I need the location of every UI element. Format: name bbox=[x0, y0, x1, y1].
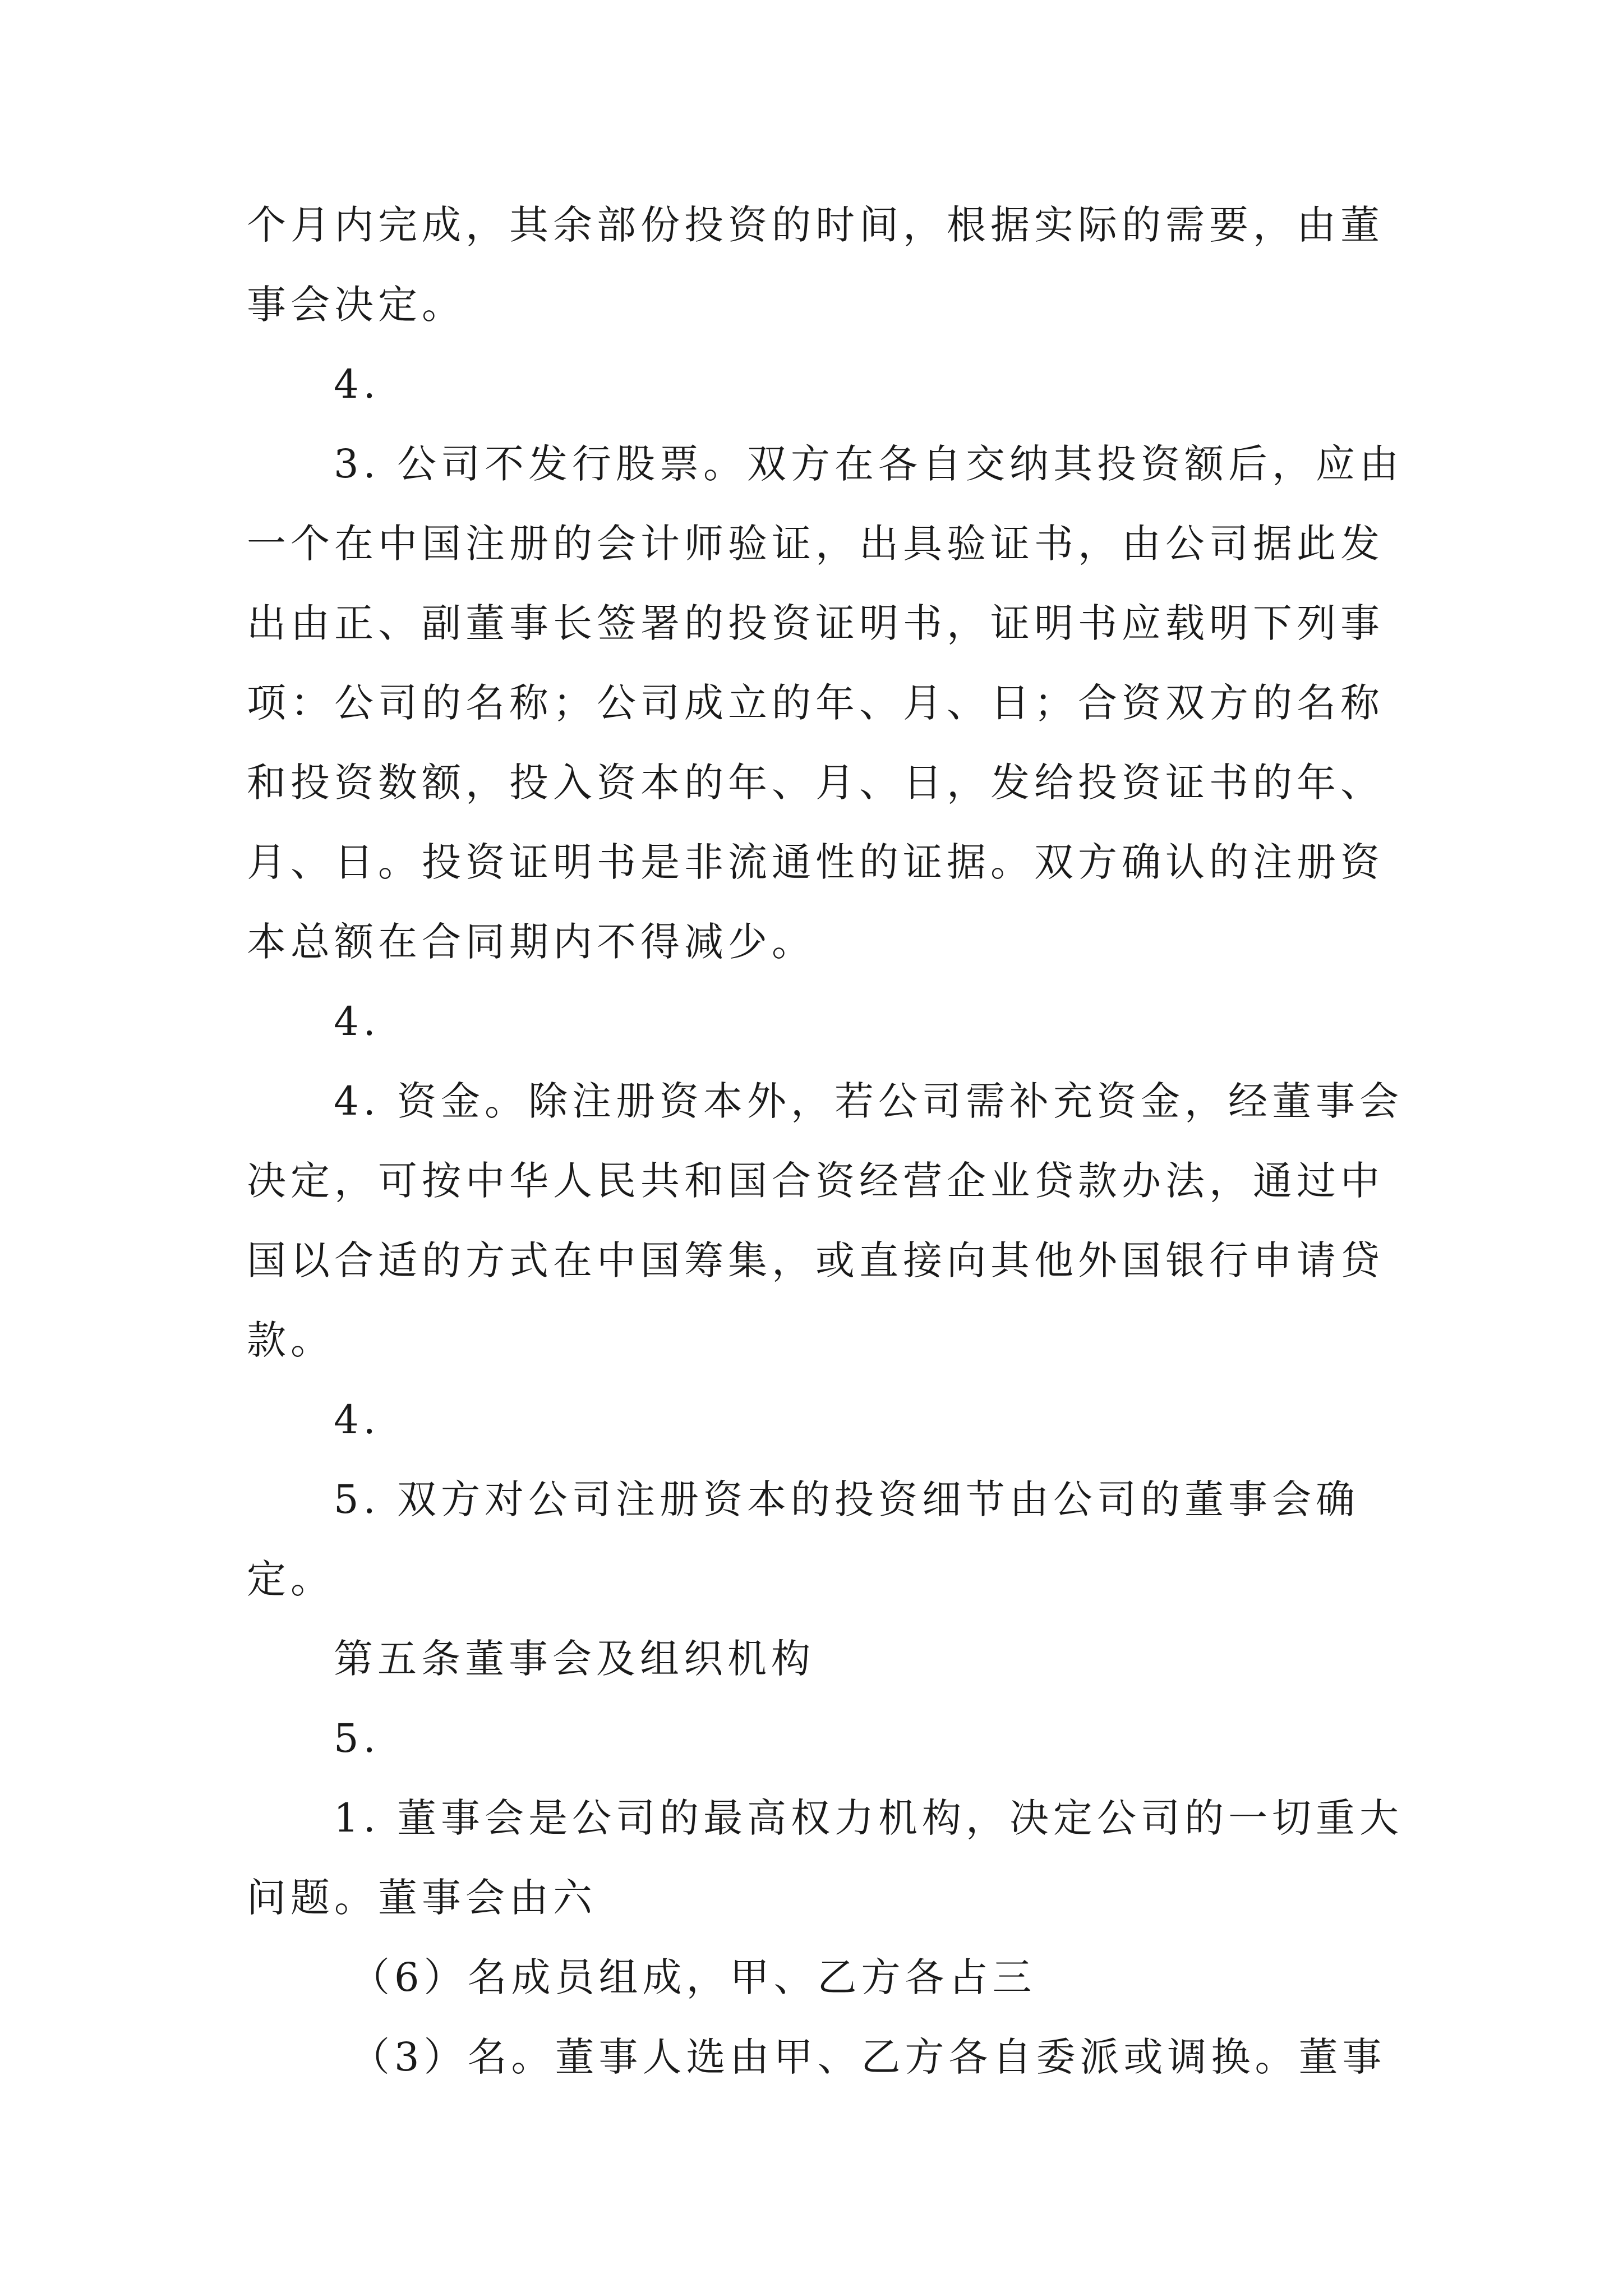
text-line: 1. 董事会是公司的最高权力机构，决定公司的一切重大 bbox=[334, 1795, 1404, 1841]
text-line: 5. 双方对公司注册资本的投资细节由公司的董事会确 bbox=[334, 1476, 1360, 1522]
text-line: 和投资数额，投入资本的年、月、日，发给投资证书的年、 bbox=[247, 760, 1384, 806]
text-line: 4. bbox=[334, 999, 380, 1045]
text-line: 事会决定。 bbox=[247, 282, 465, 328]
text-line: 4. bbox=[334, 1397, 380, 1443]
text-line: 个月内完成，其余部份投资的时间，根据实际的需要，由董 bbox=[247, 202, 1384, 248]
text-line: 月、日。投资证明书是非流通性的证据。双方确认的注册资 bbox=[247, 839, 1384, 885]
text-line: 问题。董事会由六 bbox=[247, 1875, 597, 1921]
text-line: 3. 公司不发行股票。双方在各自交纳其投资额后，应由 bbox=[334, 441, 1404, 487]
text-line: （3）名。董事人选由甲、乙方各自委派或调换。董事 bbox=[351, 2034, 1386, 2080]
text-line: 本总额在合同期内不得减少。 bbox=[247, 919, 815, 965]
text-line: 一个在中国注册的会计师验证，出具验证书，由公司据此发 bbox=[247, 521, 1384, 567]
text-line: 出由正、副董事长签署的投资证明书，证明书应载明下列事 bbox=[247, 600, 1384, 646]
text-line: 款。 bbox=[247, 1317, 334, 1363]
text-line: 国以合适的方式在中国筹集，或直接向其他外国银行申请贷 bbox=[247, 1237, 1384, 1283]
text-line: 5. bbox=[334, 1715, 380, 1761]
text-line: 4. 资金。除注册资本外，若公司需补充资金，经董事会 bbox=[334, 1078, 1404, 1124]
document-body bbox=[247, 185, 1404, 2097]
text-line: 决定，可按中华人民共和国合资经营企业贷款办法，通过中 bbox=[247, 1158, 1384, 1204]
text-line: （6）名成员组成，甲、乙方各占三 bbox=[351, 1954, 1036, 2000]
text-line: 项：公司的名称；公司成立的年、月、日；合资双方的名称 bbox=[247, 680, 1384, 726]
section-heading: 第五条董事会及组织机构 bbox=[334, 1636, 815, 1682]
text-line: 4. bbox=[334, 361, 380, 407]
text-line: 定。 bbox=[247, 1556, 334, 1602]
